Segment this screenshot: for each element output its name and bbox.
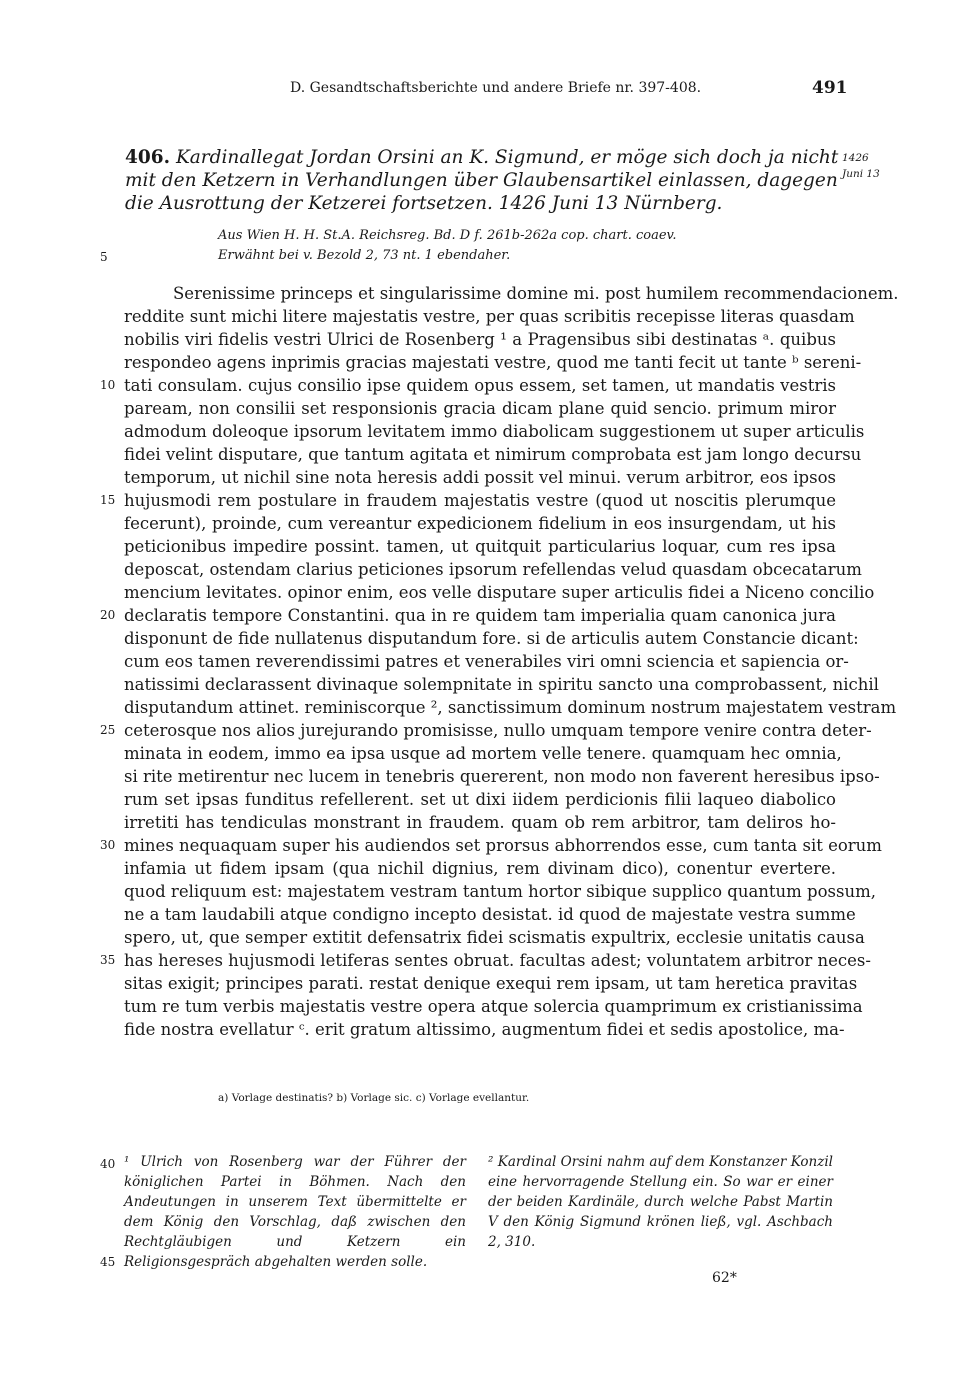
document-title-block — [125, 146, 840, 215]
footnote-1: ¹ Ulrich von Rosenberg war der Führer der königlichen Partei in Böhmen. Nach den Andeutungen in unserem Text übermittelte er dem König den Vorschlag, daß zwischen den Rechtgläubigen und Ketzern ein Religionsgespräch abgehalten werden solle. — [124, 1154, 466, 1270]
line-number: 45 — [100, 1255, 116, 1269]
body-line: paream, non consilii set responsionis gracia dicam plane quid sencio. primum miror — [124, 399, 836, 418]
line-number: 5 — [100, 250, 108, 264]
body-line: infamia ut fidem ipsam (qua nichil dignius, rem divinam dico), conentur evertere. — [124, 859, 836, 878]
critical-apparatus: a) Vorlage destinatis? b) Vorlage sic. c) Vorlage evellantur. — [218, 1092, 530, 1104]
margin-date-day: Juni 13 — [842, 168, 880, 180]
line-number: 30 — [100, 838, 116, 852]
signature-mark: 62* — [712, 1270, 737, 1286]
body-line: reddite sunt michi litere majestatis vestre, per quas scribitis recepisse literas quasdam — [124, 307, 855, 326]
margin-date-year: 1426 — [842, 152, 869, 164]
body-line: natissimi declarassent divinaque solempnitate in spiritu sancto una comprobassent, nichil — [124, 675, 879, 694]
body-line: declaratis tempore Constantini. qua in re quidem tam imperialia quam canonica jura — [124, 606, 836, 625]
line-number: 35 — [100, 953, 116, 967]
body-line: fide nostra evellatur ᶜ. erit gratum altissimo, augmentum fidei et sedis apostolice, ma- — [124, 1020, 845, 1039]
body-line: mines nequaquam super his audiendos set prorsus abhorrendos esse, cum tanta sit eorum — [124, 836, 882, 855]
body-line: ne a tam laudabili atque condigno incepto desistat. id quod de majestate vestra summe — [124, 905, 856, 924]
body-line: fecerunt), proinde, cum vereantur expedicionem fidelium in eos insurgendam, ut his — [124, 514, 836, 533]
body-line: cum eos tamen reverendissimi patres et venerabiles viri omni sciencia et sapiencia or- — [124, 652, 849, 671]
body-line: has hereses hujusmodi letiferas sentes obruat. facultas adest; voluntatem arbitror neces- — [124, 951, 871, 970]
body-line: rum set ipsas funditus refellerent. set ut dixi iidem perdicionis filii laqueo diabolico — [124, 790, 836, 809]
body-line: disputandum attinet. reminiscorque ², sanctissimum dominum nostrum majestatem vestram — [124, 698, 897, 717]
body-line: disponunt de fide nullatenus disputandum fore. si de articulis autem Constancie dicant: — [124, 629, 859, 648]
body-line: minata in eodem, immo ea ipsa usque ad mortem velle tenere. quamquam hec omnia, — [124, 744, 842, 763]
line-number: 25 — [100, 723, 116, 737]
footnote-2: ² Kardinal Orsini nahm auf dem Konstanzer Konzil eine hervorragende Stellung ein. So war er einer der beiden Kardinäle, durch welche Pabst Martin V den König Sigmund krönen ließ, vgl. Aschbach 2, 310. — [488, 1154, 833, 1250]
line-number: 10 — [100, 378, 116, 392]
body-line: spero, ut, que semper extitit defensatrix fidei scismatis expultrix, ecclesie unitatis causa — [124, 928, 865, 947]
body-line: hujusmodi rem postulare in fraudem majestatis vestre (quod ut noscitis plerumque — [124, 491, 836, 510]
body-line: Serenissime princeps et singularissime domine mi. post humilem recommendacionem. — [173, 284, 899, 303]
body-line: irretiti has tendiculas monstrant in fraudem. quam ob rem arbitror, tam deliros ho- — [124, 813, 836, 832]
source-line-1: Aus Wien H. H. St.A. Reichsreg. Bd. D f. 261b-262a cop. chart. coaev. — [218, 228, 677, 243]
page-number: 491 — [812, 78, 848, 98]
body-line: quod reliquum est: majestatem vestram tantum hortor sibique supplico quantum possum, — [124, 882, 877, 901]
body-line: admodum doleoque ipsorum levitatem immo diabolicam suggestionem ut super articulis — [124, 422, 865, 441]
margin-date — [842, 150, 892, 182]
body-line: temporum, ut nichil sine nota heresis addi possit vel minui. verum arbitror, eos ipsos — [124, 468, 836, 487]
body-line: ceterosque nos alios jurejurando promisisse, nullo umquam tempore venire contra deter- — [124, 721, 872, 740]
body-line: fidei velint disputare, que tantum agitata et nimirum comprobata est jam longo decursu — [124, 445, 862, 464]
body-line: respondeo agens inprimis gracias majestati vestre, quod me tanti fecit ut tante ᵇ sereni- — [124, 353, 862, 372]
body-line: tati consulam. cujus consilio ipse quidem opus essem, set tamen, ut mandatis vestris — [124, 376, 836, 395]
document-title: Kardinallegat Jordan Orsini an K. Sigmund, er möge sich doch ja nicht mit den Ketzern in Verhandlungen über Glaubensartikel einlassen, dagegen die Ausrottung der Ketzerei fortsetzen. 1426 Juni 13 Nürnberg. — [125, 147, 839, 214]
line-number: 15 — [100, 493, 116, 507]
body-line: sitas exigit; principes parati. restat denique exequi rem ipsam, ut tam heretica pravitas — [124, 974, 858, 993]
body-line: mencium levitates. opinor enim, eos velle disputare super articulis fidei a Niceno concilio — [124, 583, 875, 602]
line-number: 40 — [100, 1157, 116, 1171]
running-title: D. Gesandtschaftsberichte und andere Briefe nr. 397-408. — [290, 80, 702, 96]
line-number: 20 — [100, 608, 116, 622]
body-line: deposcat, ostendam clarius peticiones ipsorum refellendas velud quasdam obcecatarum — [124, 560, 862, 579]
body-line: nobilis viri fidelis vestri Ulrici de Rosenberg ¹ a Pragensibus sibi destinatas ᵃ. quibus — [124, 330, 836, 349]
body-line: tum re tum verbis majestatis vestre opera atque solercia quamprimum ex cristianissima — [124, 997, 863, 1016]
body-line: si rite metirentur nec lucem in tenebris quererent, non modo non faverent heresibus ipso- — [124, 767, 880, 786]
source-line-2: Erwähnt bei v. Bezold 2, 73 nt. 1 ebendaher. — [218, 248, 511, 263]
document-number: 406. — [125, 147, 171, 168]
body-line: peticionibus impedire possint. tamen, ut quitquit particularius loquar, cum res ipsa — [124, 537, 836, 556]
